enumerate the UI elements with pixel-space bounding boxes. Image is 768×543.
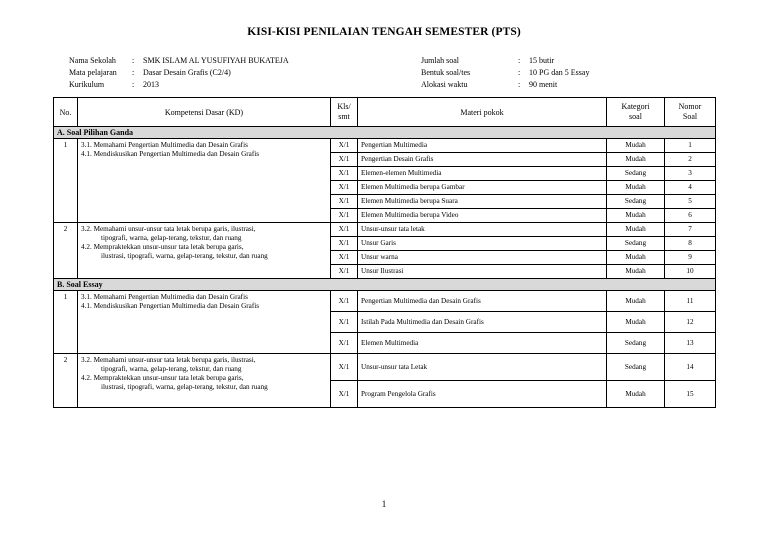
header-kls-line1: Kls/ [337,102,351,111]
info-value: 2013 [143,80,159,89]
group-number: 2 [54,354,78,408]
nomor-cell: 11 [665,291,716,312]
info-label: Kurikulum [69,80,105,89]
materi-cell: Pengertian Desain Grafis [358,153,607,167]
section-row-b [54,279,716,291]
kd-text: 3.2. Memahami unsur-unsur tata letak berupa garis, ilustrasi, [81,225,256,233]
kd-text: tipografi, warna, gelap-terang, tekstur, dan ruang [101,234,242,242]
header-kategori-line2: soal [629,112,642,121]
kd-text: ilustrasi, tipografi, warna, gelap-terang, tekstur, dan ruang [101,383,268,391]
info-row-count [421,55,589,67]
kls-cell: X/1 [331,265,358,279]
materi-cell: Unsur-unsur tata Letak [358,354,607,381]
kd-text: 4.1. Mendiskusikan Pengertian Multimedia dan Desain Grafis [81,150,260,158]
header-materi: Materi pokok [358,98,607,127]
kls-cell: X/1 [331,381,358,408]
kls-cell: X/1 [331,333,358,354]
kd-text: 4.2. Mempraktekkan unsur-unsur tata letak berupa garis, [81,243,244,251]
materi-cell: Elemen Multimedia [358,333,607,354]
info-label: Mata pelajaran [69,68,117,77]
table-row [54,291,716,312]
kls-cell: X/1 [331,312,358,333]
nomor-cell: 9 [665,251,716,265]
header-nomor-line2: Soal [682,112,698,121]
info-colon: : [132,68,135,77]
kd-cell [78,354,331,408]
materi-cell: Unsur-unsur tata letak [358,223,607,237]
info-row-school [69,55,289,67]
kategori-cell: Mudah [607,312,665,333]
info-row-subject [69,67,289,79]
header-kd: Kompetensi Dasar (KD) [78,98,331,127]
school-info [69,55,289,91]
nomor-cell: 12 [665,312,716,333]
materi-cell: Istilah Pada Multimedia dan Desain Grafis [358,312,607,333]
materi-cell: Unsur warna [358,251,607,265]
section-title: A. Soal Pilihan Ganda [54,127,716,139]
page-number: 1 [381,499,387,509]
nomor-cell: 2 [665,153,716,167]
kategori-cell: Mudah [607,153,665,167]
nomor-cell: 14 [665,354,716,381]
kd-text: tipografi, warna, gelap-terang, tekstur, dan ruang [101,365,242,373]
kategori-cell: Mudah [607,381,665,408]
kls-cell: X/1 [331,181,358,195]
materi-cell: Elemen-elemen Multimedia [358,167,607,181]
info-value: 10 PG dan 5 Essay [529,68,590,77]
kls-cell: X/1 [331,167,358,181]
nomor-cell: 3 [665,167,716,181]
nomor-cell: 6 [665,209,716,223]
nomor-cell: 1 [665,139,716,153]
kls-cell: X/1 [331,153,358,167]
header-nomor [665,98,716,127]
kategori-cell: Sedang [607,195,665,209]
header-kategori [607,98,665,127]
table-row [54,354,716,381]
kd-text: ilustrasi, tipografi, warna, gelap-terang, tekstur, dan ruang [101,252,268,260]
info-label: Nama Sekolah [69,56,116,65]
kategori-cell: Sedang [607,333,665,354]
info-value: SMK ISLAM AL YUSUFIYAH BUKATEJA [143,56,289,65]
kls-cell: X/1 [331,195,358,209]
group-number: 2 [54,223,78,279]
kls-cell: X/1 [331,209,358,223]
exam-info [421,55,589,91]
materi-cell: Unsur Ilustrasi [358,265,607,279]
kls-cell: X/1 [331,291,358,312]
kategori-cell: Sedang [607,167,665,181]
info-colon: : [518,68,521,77]
info-label: Alokasi waktu [421,80,468,89]
info-value: 90 menit [529,80,558,89]
nomor-cell: 13 [665,333,716,354]
header-row [54,98,716,127]
info-row-curriculum [69,79,289,91]
kls-cell: X/1 [331,237,358,251]
kls-cell: X/1 [331,354,358,381]
info-colon: : [132,80,135,89]
kategori-cell: Mudah [607,209,665,223]
kd-text: 4.1. Mendiskusikan Pengertian Multimedia dan Desain Grafis [81,302,260,310]
nomor-cell: 8 [665,237,716,251]
section-row-a [54,127,716,139]
info-colon: : [518,80,521,89]
materi-cell: Unsur Garis [358,237,607,251]
kls-cell: X/1 [331,251,358,265]
nomor-cell: 4 [665,181,716,195]
nomor-cell: 5 [665,195,716,209]
kategori-cell: Sedang [607,237,665,251]
kategori-cell: Mudah [607,265,665,279]
info-colon: : [518,56,521,65]
info-value: Dasar Desain Grafis (C2/4) [143,68,231,77]
document-title: KISI-KISI PENILAIAN TENGAH SEMESTER (PTS) [247,26,521,38]
kategori-cell: Mudah [607,181,665,195]
materi-cell: Program Pengelola Grafis [358,381,607,408]
info-label: Jumlah soal [421,56,459,65]
kls-cell: X/1 [331,223,358,237]
kd-text: 4.2. Mempraktekkan unsur-unsur tata letak berupa garis, [81,374,244,382]
header-kategori-line1: Kategori [621,102,650,111]
table-row [54,223,716,237]
kd-cell [78,139,331,223]
kls-cell: X/1 [331,139,358,153]
kategori-cell: Mudah [607,223,665,237]
nomor-cell: 15 [665,381,716,408]
kategori-cell: Sedang [607,354,665,381]
kd-cell [78,223,331,279]
nomor-cell: 10 [665,265,716,279]
grid-table [53,97,716,408]
info-label: Bentuk soal/tes [421,68,471,77]
group-number: 1 [54,291,78,354]
materi-cell: Pengertian Multimedia [358,139,607,153]
group-number: 1 [54,139,78,223]
info-colon: : [132,56,135,65]
info-row-time [421,79,589,91]
kategori-cell: Mudah [607,139,665,153]
kd-text: 3.2. Memahami unsur-unsur tata letak berupa garis, ilustrasi, [81,356,256,364]
header-no: No. [54,98,78,127]
kd-cell [78,291,331,354]
materi-cell: Elemen Multimedia berupa Gambar [358,181,607,195]
header-kls-line2: smt [338,112,350,121]
section-title: B. Soal Essay [54,279,716,291]
header-kls [331,98,358,127]
nomor-cell: 7 [665,223,716,237]
kd-text: 3.1. Memahami Pengertian Multimedia dan Desain Grafis [81,141,248,149]
materi-cell: Pengertian Multimedia dan Desain Grafis [358,291,607,312]
info-row-form [421,67,589,79]
kategori-cell: Mudah [607,251,665,265]
info-value: 15 butir [529,56,555,65]
kd-text: 3.1. Memahami Pengertian Multimedia dan Desain Grafis [81,293,248,301]
table-row [54,139,716,153]
kategori-cell: Mudah [607,291,665,312]
materi-cell: Elemen Multimedia berupa Suara [358,195,607,209]
materi-cell: Elemen Multimedia berupa Video [358,209,607,223]
header-nomor-line1: Nomor [678,102,702,111]
